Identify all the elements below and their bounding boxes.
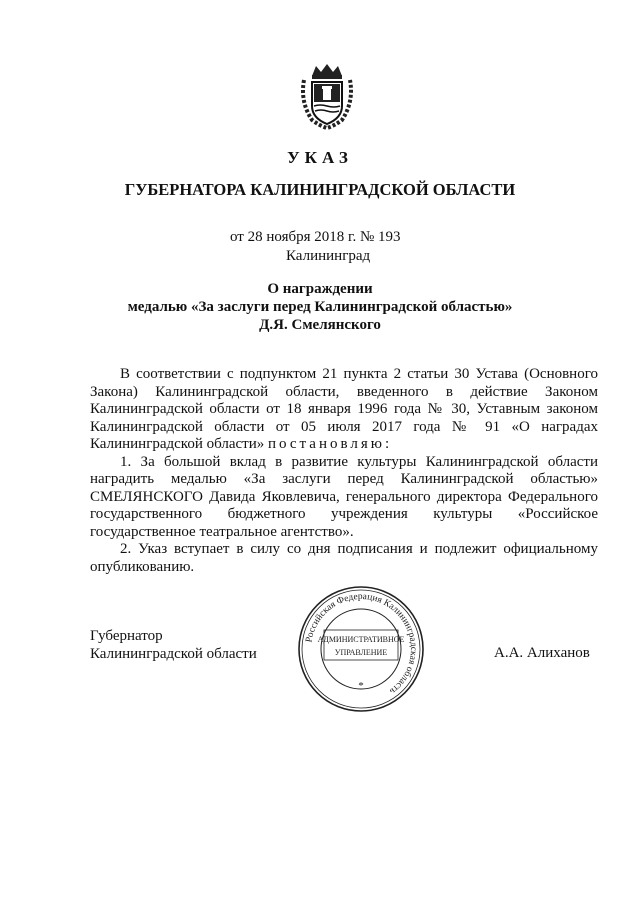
subject-line-1: О награждении	[267, 281, 373, 297]
signatory-name: А.А. Алиханов	[494, 645, 590, 661]
decree-subject	[0, 280, 640, 334]
preamble-paragraph	[90, 366, 598, 454]
subject-line-2: медалью «За заслуги перед Калининградской областью»	[127, 299, 513, 315]
item-1-paragraph: 1. За большой вклад в развитие культуры Калининградской области наградить медалью «За заслуги перед Калининградской областью» СМЕЛЯНСКОГО Давида Яковлевича, генерального директора Федерального государственного бюджетного учреждения культуры «Российское государственное театральное агентство».	[90, 453, 598, 540]
position-line-2: Калининградской области	[90, 646, 257, 662]
signatory-position	[90, 627, 257, 663]
decree-word: постановляю:	[268, 436, 393, 452]
stamp-center-line-1: АДМИНИСТРАТИВНОЕ	[317, 635, 405, 644]
item-2-paragraph: 2. Указ вступает в силу со дня подписания и подлежит официальному опубликованию.	[90, 541, 598, 575]
stamp-center-line-2: УПРАВЛЕНИЕ	[334, 648, 388, 657]
issuer-heading: ГУБЕРНАТОРА КАЛИНИНГРАДСКОЙ ОБЛАСТИ	[124, 180, 516, 199]
stamp-ring-text: Российская Федерация Калининградская область	[304, 591, 419, 696]
document-type-title: УКАЗ	[287, 148, 353, 167]
decree-date-number: от 28 ноября 2018 г. № 193	[230, 229, 401, 245]
subject-line-3: Д.Я. Смелянского	[259, 317, 381, 333]
preamble-text: В соответствии с подпунктом 21 пункта 2 статьи 30 Устава (Основного Закона) Калининградской области, введенного в действие Законом Калининградской области от 18 января 1996 года № 30, Уставным законом Калининградской области от 05 июля 2017 года № 91 «О наградах Калининградской области»	[90, 366, 598, 452]
official-stamp	[296, 584, 426, 714]
decree-body	[90, 366, 598, 576]
decree-city: Калининград	[286, 248, 371, 264]
stamp-star-mark: *	[358, 680, 364, 692]
position-line-1: Губернатор	[90, 628, 163, 644]
coat-of-arms-emblem	[298, 62, 356, 130]
